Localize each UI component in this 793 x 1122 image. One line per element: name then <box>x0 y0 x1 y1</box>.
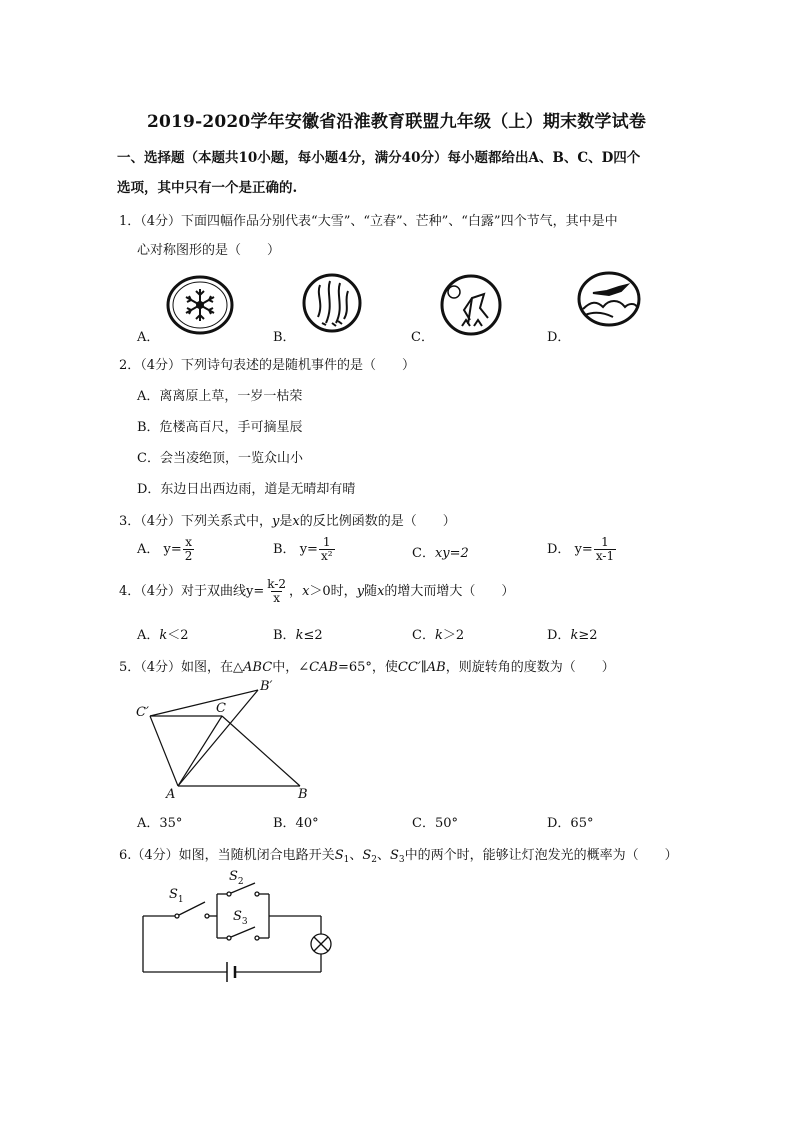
q6-stem: 6.（4分）如图，当随机闭合电路开关$S_1$、$S_2$、$S_3$中的两个时，能够让灯泡发光的概率为（ ） <box>119 848 678 865</box>
q6-circuit-diagram <box>135 868 345 988</box>
label-c-prime: C′ <box>136 705 149 720</box>
q1-stem-line2: 心对称图形的是（ ） <box>137 243 281 258</box>
page-title: 2019-2020学年安徽省沿淮教育联盟九年级（上）期末数学试卷 <box>146 112 647 132</box>
q4-option-a[interactable]: A．k＜2 <box>137 628 189 643</box>
q4-option-c[interactable]: C．k＞2 <box>412 628 465 643</box>
section-heading-line1: 一、选择题（本题共10小题，每小题4分，满分40分）每小题都给出A、B、C、D四个 <box>117 150 641 166</box>
label-a: A <box>166 787 176 802</box>
q2-option-b[interactable]: B．危楼高百尺，手可摘星辰 <box>137 420 303 435</box>
q3-option-b[interactable]: B． y= $\frac{1}{\text{x²}}$ <box>273 535 333 563</box>
label-s2: $S_2$ <box>229 869 244 887</box>
q3-stem: 3．（4分）下列关系式中，y是x的反比例函数的是（ ） <box>119 514 456 529</box>
q5-rotation-diagram <box>130 678 320 803</box>
section-heading-line2: 选项，其中只有一个是正确的. <box>117 180 298 196</box>
label-s3: $S_3$ <box>233 909 248 927</box>
q5-option-b[interactable]: B．40° <box>273 816 319 831</box>
q1-option-b[interactable]: B． <box>273 330 296 345</box>
q1-image-b-spring <box>302 273 362 333</box>
q4-stem: 4．（4分）对于双曲线y= $\frac{k-2}{x}$ ，x＞0时，y随x的增大而增大（ ） <box>119 577 515 605</box>
label-s1: $S_1$ <box>169 887 184 905</box>
q2-stem: 2．（4分）下列诗句表述的是随机事件的是（ ） <box>119 358 416 373</box>
q1-option-d[interactable]: D． <box>547 330 571 345</box>
q1-image-d-dew <box>577 271 641 327</box>
q2-option-a[interactable]: A．离离原上草，一岁一枯荣 <box>137 389 303 404</box>
q5-stem: 5．（4分）如图，在△ABC中，∠CAB=65°，使CC′∥AB，则旋转角的度数为（ ） <box>119 660 615 675</box>
q5-option-c[interactable]: C．50° <box>412 816 458 831</box>
q5-option-a[interactable]: A．35° <box>137 816 183 831</box>
q3-option-d[interactable]: D． y= $\frac{1}{x-1}$ <box>547 535 615 563</box>
q1-stem-line1: 1．（4分）下面四幅作品分别代表“大雪”、“立春”、芒种”、“白露”四个节气，其中是中 <box>119 214 618 229</box>
q4-option-d[interactable]: D．k≥2 <box>547 628 598 643</box>
label-b-prime: B′ <box>260 679 273 694</box>
q1-image-a-snowflake <box>166 275 234 335</box>
q3-option-a[interactable]: A． y= $\frac{x}{2}$ <box>137 535 193 563</box>
label-b: B <box>298 787 308 802</box>
q1-image-c-grain <box>440 274 502 336</box>
q5-option-d[interactable]: D．65° <box>547 816 594 831</box>
q4-option-b[interactable]: B．k≤2 <box>273 628 323 643</box>
q3-option-c[interactable]: C．xy=2 <box>412 546 469 561</box>
q2-option-c[interactable]: C．会当凌绝顶，一览众山小 <box>137 451 303 466</box>
label-c: C <box>216 701 226 716</box>
q2-option-d[interactable]: D．东边日出西边雨，道是无晴却有晴 <box>137 482 356 497</box>
q1-option-c[interactable]: C． <box>411 330 434 345</box>
q1-option-a[interactable]: A． <box>137 330 160 345</box>
